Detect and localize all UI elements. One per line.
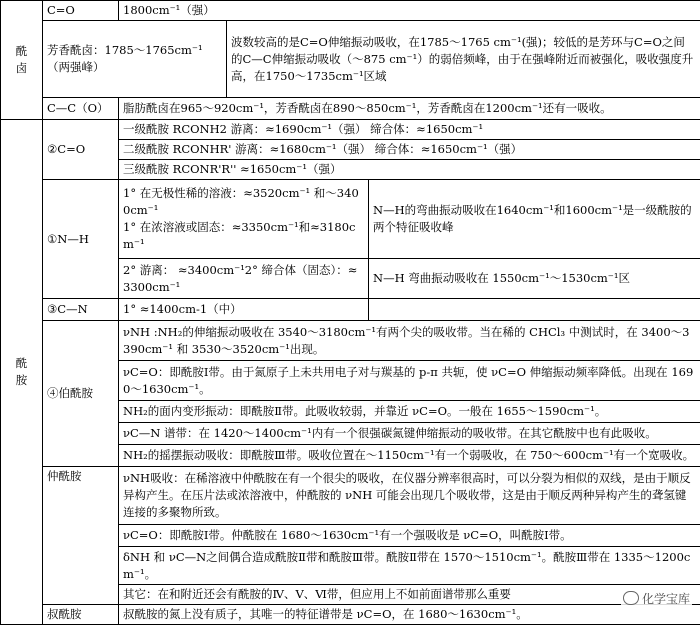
primary-amide-row: NH₂的面内变形振动：即酰胺Ⅱ带。此吸收较弱，并靠近 νC=O。一般在 1655～1590cm⁻¹。 — [119, 401, 700, 423]
amide-nh-primary-dilute: 1° 在无极性稀的溶液：≈3520cm⁻¹ 和～3400cm⁻¹ — [123, 185, 364, 219]
acyl-halide-co-value: 1800cm⁻¹（强） — [119, 1, 700, 21]
amide-nh-secondary-right: N—H 弯曲振动吸收在 1550cm⁻¹～1530cm⁻¹区 — [369, 259, 700, 299]
aromatic-acyl-halide-desc: 波数较高的是C=O伸缩振动吸收，在1785～1765 cm⁻¹(强)；较低的是芳环与C=O之间的C—C伸缩振动吸收（～875 cm⁻¹）的弱倍频峰，由于在强峰附近而被强化，吸收强度升高，在1750～1735cm⁻¹区域 — [227, 21, 700, 98]
amide-co-line: 二级酰胺 RCONHR' 游离：≈1680cm⁻¹（强） 缔合体：≈1650cm⁻¹（强） — [119, 140, 700, 160]
acyl-halide-cc-desc: 脂肪酰卤在965～920cm⁻¹，芳香酰卤在890～850cm⁻¹，芳香酰卤在1200cm⁻¹还有一吸收。 — [119, 98, 700, 120]
primary-amide-row: νC—N 谱带：在 1420～1400cm⁻¹内有一个很强碳氮键伸缩振动的吸收带。在其它酰胺中也有此吸收。 — [119, 423, 700, 445]
secondary-amide-row: νNH吸收：在稀溶液中仲酰胺在有一个很尖的吸收，在仪器分辨率很高时，可以分裂为相似的双线，是由于顺反异构产生。在压片法或浓溶液中，仲酰胺的 νNH 可能会出现几个吸收带，这是由于顺反两种异构产生的聋氢键连接的多聚物所致。 — [119, 467, 700, 525]
amide-co-line: 一级酰胺 RCONH2 游离：≈1690cm⁻¹（强） 缔合体：≈1650cm⁻¹ — [119, 120, 700, 140]
tertiary-amide-label: 叔酰胺 — [43, 605, 119, 625]
primary-amide-row: νNH :NH₂的伸缩振动吸收在 3540～3180cm⁻¹有两个尖的吸收带。当在稀的 CHCl₃ 中测试时，在 3400～3390cm⁻¹ 和 3530～3520cm⁻¹出现。 — [119, 321, 700, 361]
primary-amide-row: νC=O：即酰胺Ⅰ带。由于氮原子上未共用电子对与羰基的 p-π 共轭，使 νC=O 伸缩振动频率降低。出现在 1690～1630cm⁻¹。 — [119, 361, 700, 401]
amide-nh-secondary-left: 2° 游离： ≈3400cm⁻¹2° 缔合体（固态）：≈3300cm⁻¹ — [119, 259, 369, 299]
secondary-amide-label: 仲酰胺 — [43, 467, 119, 605]
amide-nh-primary-right: N—H的弯曲振动吸收在1640cm⁻¹和1600cm⁻¹是一级酰胺的两个特征吸收峰 — [369, 180, 700, 259]
amide-nh-label: ①N—H — [43, 180, 119, 299]
category-amide: 酰胺 — [1, 120, 43, 625]
secondary-amide-row: δNH 和 νC—N之间偶合造成酰胺Ⅱ带和酰胺Ⅲ带。酰胺Ⅱ带在 1570～1510cm⁻¹。酰胺Ⅲ带在 1335～1200cm⁻¹。 — [119, 547, 700, 585]
amide-cn-value: 1° ≈1400cm-1（中） — [119, 299, 369, 321]
wechat-icon — [623, 591, 639, 605]
primary-amide-row: NH₂的摇摆振动吸收：即酰胺Ⅲ带。吸收位置在～1150cm⁻¹有一个弱吸收，在 750～600cm⁻¹有一个宽吸收。 — [119, 445, 700, 467]
amide-nh-primary-conc: 1° 在浓溶液或固态：≈3350cm⁻¹和≈3180cm⁻¹ — [123, 219, 364, 253]
acyl-halide-co-label: C=O — [43, 1, 119, 21]
watermark — [621, 590, 692, 607]
secondary-amide-row: νC=O：即酰胺Ⅰ带。仲酰胺在 1680～1630cm⁻¹有一个强吸收是 νC=O，叫酰胺Ⅰ带。 — [119, 525, 700, 547]
aromatic-acyl-halide-label: 芳香酰卤：1785～1765cm⁻¹（两强峰） — [43, 21, 227, 98]
tertiary-amide-value: 叔酰胺的氮上没有质子，其唯一的特征谱带是 νC=O，在 1680～1630cm⁻¹。 — [119, 605, 700, 625]
acyl-halide-cc-label: C—C（O） — [43, 98, 119, 120]
secondary-amide-row: 其它：在和附近还会有酰胺的Ⅳ、Ⅴ、Ⅵ带，但应用上不如前面谱带那么重要 — [119, 585, 700, 605]
amide-co-line: 三级酰胺 RCONR'R'' ≈1650cm⁻¹（强） — [119, 160, 700, 180]
watermark-text: 化学宝库 — [642, 592, 690, 606]
amide-nh-primary-left — [119, 180, 369, 259]
amide-cn-label: ③C—N — [43, 299, 119, 321]
amide-cn-empty — [369, 299, 700, 321]
amide-co-label: ②C=O — [43, 120, 119, 180]
category-acyl-halide: 酰卤 — [1, 1, 43, 120]
primary-amide-label: ④伯酰胺 — [43, 321, 119, 467]
